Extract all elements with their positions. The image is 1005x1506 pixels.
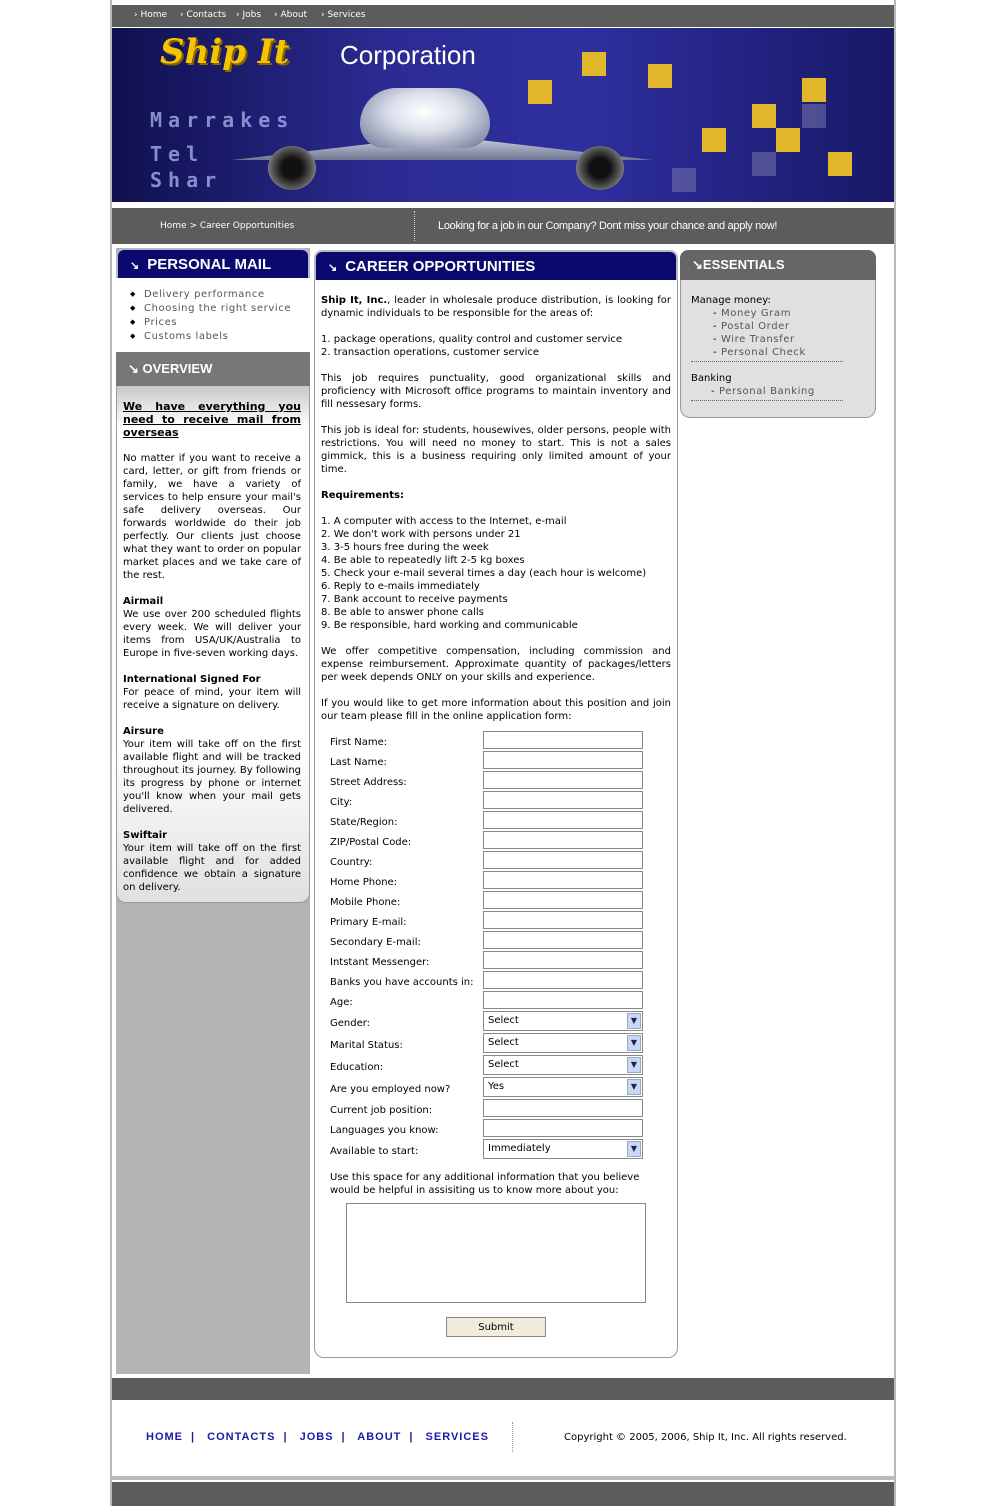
footer-band — [112, 1482, 894, 1506]
service-title: Airmail — [123, 596, 164, 607]
requirements-heading — [321, 489, 671, 502]
overview-header — [116, 352, 310, 386]
essentials-link[interactable]: - Money Gram — [691, 307, 875, 320]
area-item: 2. transaction operations, customer service — [321, 347, 540, 358]
footer-contacts-link[interactable]: CONTACTS — [207, 1431, 276, 1443]
service-title: International Signed For — [123, 674, 261, 685]
education-label: Education: — [330, 1062, 384, 1073]
decor-square — [776, 128, 800, 152]
header-banner — [112, 28, 894, 202]
age-input[interactable] — [483, 991, 643, 1009]
service-title: Airsure — [123, 726, 164, 737]
nav-jobs-link[interactable]: › Jobs — [236, 10, 261, 20]
decor-square — [752, 104, 776, 128]
mobile-phone-input[interactable] — [483, 891, 643, 909]
footer-jobs-link[interactable]: JOBS — [299, 1431, 334, 1443]
airplane-engine — [268, 146, 316, 190]
first-name-input[interactable] — [483, 731, 643, 749]
service-text: Your item will take off on the first available flight and will be tracked throughout its journey. By following its progress by phone or internet you'll know when your mail gets delivered. — [123, 739, 301, 815]
right-sidebar — [680, 250, 876, 418]
employed-select[interactable] — [483, 1077, 643, 1097]
footer-band — [112, 1476, 894, 1480]
overview-body — [116, 386, 310, 903]
home-phone-input[interactable] — [483, 871, 643, 889]
marital-value: Select — [488, 1037, 519, 1048]
decor-square — [802, 78, 826, 102]
service-section — [123, 829, 301, 894]
form-row — [321, 1055, 671, 1077]
requirement-item: 5. Check your e-mail several times a day (each hour is welcome) — [321, 568, 647, 579]
form-row — [321, 1011, 671, 1033]
logo-ship-it: Ship It — [160, 32, 290, 72]
career-title: CAREER OPPORTUNITIES — [345, 258, 536, 275]
top-nav — [112, 5, 894, 27]
start-select[interactable] — [483, 1139, 643, 1159]
decor-square — [802, 104, 826, 128]
form-row — [321, 1119, 671, 1139]
start-label: Available to start: — [330, 1146, 419, 1157]
requirements-list — [321, 515, 671, 632]
requirement-item: 2. We don't work with persons under 21 — [321, 529, 521, 540]
additional-info-label: Use this space for any additional information that you believe would be helpful in assisiting us to know more about you: — [330, 1172, 640, 1196]
footer-nav: HOME | CONTACTS | JOBS | ABOUT | SERVICES — [146, 1431, 489, 1443]
personal-mail-link[interactable]: ◆ Prices — [130, 316, 310, 330]
languages-label: Languages you know: — [330, 1125, 439, 1136]
departure-board-text: Tel — [150, 142, 205, 166]
submit-button[interactable]: Submit — [446, 1317, 546, 1337]
personal-mail-link[interactable]: ◆ Choosing the right service — [130, 302, 310, 316]
nav-home-link[interactable]: › Home — [134, 10, 167, 20]
career-areas — [321, 333, 671, 359]
career-paragraph: This job requires punctuality, good organizational skills and proficiency with Microsoft office programs to maintain inventory and fill nessesary forms. — [321, 373, 671, 410]
gender-value: Select — [488, 1015, 519, 1026]
requirements-title: Requirements: — [321, 490, 404, 501]
secondary-email-label: Secondary E-mail: — [330, 937, 421, 948]
form-row — [321, 991, 671, 1011]
form-row — [321, 1077, 671, 1099]
career-paragraph: If you would like to get more information about this position and join our team please fill in the online application form: — [321, 698, 671, 722]
company-name: Ship It, Inc. — [321, 295, 388, 306]
essentials-header — [680, 250, 876, 280]
street-address-label: Street Address: — [330, 777, 407, 788]
requirement-item: 8. Be able to answer phone calls — [321, 607, 484, 618]
start-value: Immediately — [488, 1143, 551, 1154]
additional-info-textarea[interactable] — [346, 1203, 646, 1303]
tagline: Looking for a job in our Company? Dont miss your chance and apply now! — [438, 220, 778, 232]
form-row — [321, 751, 671, 771]
personal-mail-link[interactable]: ◆ Customs labels — [130, 330, 310, 344]
footer — [112, 1400, 894, 1474]
gender-label: Gender: — [330, 1018, 371, 1029]
copyright: Copyright © 2005, 2006, Ship It, Inc. All rights reserved. — [564, 1432, 847, 1443]
requirement-item: 3. 3-5 hours free during the week — [321, 542, 489, 553]
nav-services-link[interactable]: › Services — [321, 10, 365, 20]
banking-label: Banking — [691, 373, 732, 384]
city-input[interactable] — [483, 791, 643, 809]
divider — [512, 1422, 513, 1452]
first-name-label: First Name: — [330, 737, 388, 748]
personal-mail-link[interactable]: ◆ Delivery performance — [130, 288, 310, 302]
service-section — [123, 725, 301, 816]
requirement-item: 4. Be able to repeatedly lift 2-5 kg boxes — [321, 555, 525, 566]
form-row — [321, 851, 671, 871]
form-row — [321, 951, 671, 971]
essentials-link[interactable]: - Personal Check — [691, 346, 875, 359]
service-section — [123, 595, 301, 660]
form-row — [321, 811, 671, 831]
departure-board-text: Marrakes — [150, 108, 295, 132]
footer-band — [112, 1378, 894, 1400]
breadcrumb-bar — [112, 208, 894, 244]
form-row — [321, 911, 671, 931]
chevron-down-icon[interactable]: ▼ — [627, 1035, 641, 1051]
requirement-item: 1. A computer with access to the Internet, e-mail — [321, 516, 567, 527]
secondary-email-input[interactable] — [483, 931, 643, 949]
airplane-engine — [576, 146, 624, 190]
decor-square — [702, 128, 726, 152]
banks-label: Banks you have accounts in: — [330, 977, 474, 988]
arrow-icon: ↘ — [328, 262, 338, 274]
decor-square — [528, 80, 552, 104]
career-intro-text: , leader in wholesale produce distribution, is looking for dynamic individuals to be responsible for the areas of: — [321, 295, 671, 319]
banks-input[interactable] — [483, 971, 643, 989]
form-row — [321, 771, 671, 791]
overview-title: OVERVIEW — [142, 361, 213, 376]
chevron-down-icon[interactable]: ▼ — [627, 1013, 641, 1029]
messenger-input[interactable] — [483, 951, 643, 969]
career-intro — [321, 294, 671, 320]
position-input[interactable] — [483, 1099, 643, 1117]
street-address-input[interactable] — [483, 771, 643, 789]
form-row — [321, 1033, 671, 1055]
essentials-link[interactable]: - Wire Transfer — [691, 333, 875, 346]
service-text: Your item will take off on the first available flight and for added confidence we obtain a signature on delivery. — [123, 843, 301, 893]
age-label: Age: — [330, 997, 353, 1008]
state-input[interactable] — [483, 811, 643, 829]
decor-square — [828, 152, 852, 176]
career-body — [314, 280, 678, 1358]
form-row — [321, 971, 671, 991]
breadcrumb[interactable]: Home > Career Opportunities — [160, 221, 295, 231]
essentials-link[interactable]: - Personal Banking — [691, 385, 875, 398]
manage-money-label: Manage money: — [691, 295, 771, 306]
marital-label: Marital Status: — [330, 1040, 403, 1051]
zip-label: ZIP/Postal Code: — [330, 837, 412, 848]
essentials-body — [680, 280, 876, 418]
form-row — [321, 871, 671, 891]
main-content — [314, 250, 678, 1358]
country-label: Country: — [330, 857, 373, 868]
decor-square — [672, 168, 696, 192]
left-sidebar — [116, 248, 310, 1374]
employed-label: Are you employed now? — [330, 1084, 451, 1095]
employed-value: Yes — [488, 1081, 505, 1092]
arrow-icon: ↘ — [128, 361, 143, 376]
divider — [691, 400, 843, 401]
last-name-label: Last Name: — [330, 757, 387, 768]
footer-services-link[interactable]: SERVICES — [425, 1431, 489, 1443]
service-text: For peace of mind, your item will receive a signature on delivery. — [123, 687, 301, 711]
city-label: City: — [330, 797, 353, 808]
last-name-input[interactable] — [483, 751, 643, 769]
divider — [691, 361, 843, 362]
education-value: Select — [488, 1059, 519, 1070]
application-form — [321, 731, 671, 1337]
departure-board-text: Shar — [150, 168, 223, 192]
career-header — [314, 250, 678, 280]
nav-contacts-link[interactable]: › Contacts — [180, 10, 226, 20]
divider — [414, 211, 415, 241]
airplane-image — [360, 88, 490, 148]
messenger-label: Intstant Messenger: — [330, 957, 430, 968]
state-label: State/Region: — [330, 817, 398, 828]
footer-home-link[interactable]: HOME — [146, 1431, 183, 1443]
essentials-link[interactable]: - Postal Order — [691, 320, 875, 333]
requirement-item: 6. Reply to e-mails immediately — [321, 581, 480, 592]
overview-lead: We have everything you need to receive mail from overseas — [123, 400, 301, 439]
position-label: Current job position: — [330, 1105, 433, 1116]
form-row — [321, 791, 671, 811]
gender-select[interactable] — [483, 1011, 643, 1031]
career-paragraph: This job is ideal for: students, housewives, older persons, people with restrictions. You will need no money to start. This is not a sales gimmick, this is a business requiring only limited amount of your time. — [321, 425, 671, 475]
form-row — [321, 1139, 671, 1161]
personal-mail-list — [116, 278, 310, 352]
mobile-phone-label: Mobile Phone: — [330, 897, 401, 908]
form-row — [321, 731, 671, 751]
arrow-icon: ↘ — [130, 260, 140, 272]
languages-input[interactable] — [483, 1119, 643, 1137]
marital-select[interactable] — [483, 1033, 643, 1053]
logo-corporation: Corporation — [340, 40, 476, 70]
overview-intro: No matter if you want to receive a card, letter, or gift from friends or family, we have a variety of services to help ensure your mail's safe delivery overseas. Our forwards worldwide do their job perfectly. Our clients just choose what they want to order on popular market places and we take care of the rest. — [123, 453, 301, 581]
decor-square — [752, 152, 776, 176]
area-item: 1. package operations, quality control and customer service — [321, 334, 623, 345]
essentials-title: ESSENTIALS — [702, 257, 785, 272]
personal-mail-header — [116, 248, 310, 278]
arrow-icon: ↘ — [692, 257, 703, 272]
personal-mail-title: PERSONAL MAIL — [147, 256, 272, 273]
chevron-down-icon[interactable]: ▼ — [627, 1141, 641, 1157]
education-select[interactable] — [483, 1055, 643, 1075]
chevron-down-icon[interactable]: ▼ — [627, 1057, 641, 1073]
career-paragraph: We offer competitive compensation, including commission and expense reimbursement. Approximate quantity of packages/letters per week depends ONLY on your skills and experience. — [321, 646, 671, 683]
service-title: Swiftair — [123, 830, 168, 841]
form-row — [321, 931, 671, 951]
nav-about-link[interactable]: › About — [274, 10, 307, 20]
primary-email-label: Primary E-mail: — [330, 917, 407, 928]
requirement-item: 9. Be responsible, hard working and communicable — [321, 620, 578, 631]
service-section — [123, 673, 301, 712]
service-text: We use over 200 scheduled flights every week. We will deliver your items from USA/UK/Australia to Europe in five-seven working days. — [123, 609, 301, 659]
page — [110, 0, 896, 1506]
country-input[interactable] — [483, 851, 643, 869]
requirement-item: 7. Bank account to receive payments — [321, 594, 508, 605]
decor-square — [582, 52, 606, 76]
form-row — [321, 891, 671, 911]
primary-email-input[interactable] — [483, 911, 643, 929]
footer-about-link[interactable]: ABOUT — [357, 1431, 402, 1443]
form-row — [321, 1099, 671, 1119]
decor-square — [648, 64, 672, 88]
form-row — [321, 831, 671, 851]
chevron-down-icon[interactable]: ▼ — [627, 1079, 641, 1095]
zip-input[interactable] — [483, 831, 643, 849]
home-phone-label: Home Phone: — [330, 877, 398, 888]
